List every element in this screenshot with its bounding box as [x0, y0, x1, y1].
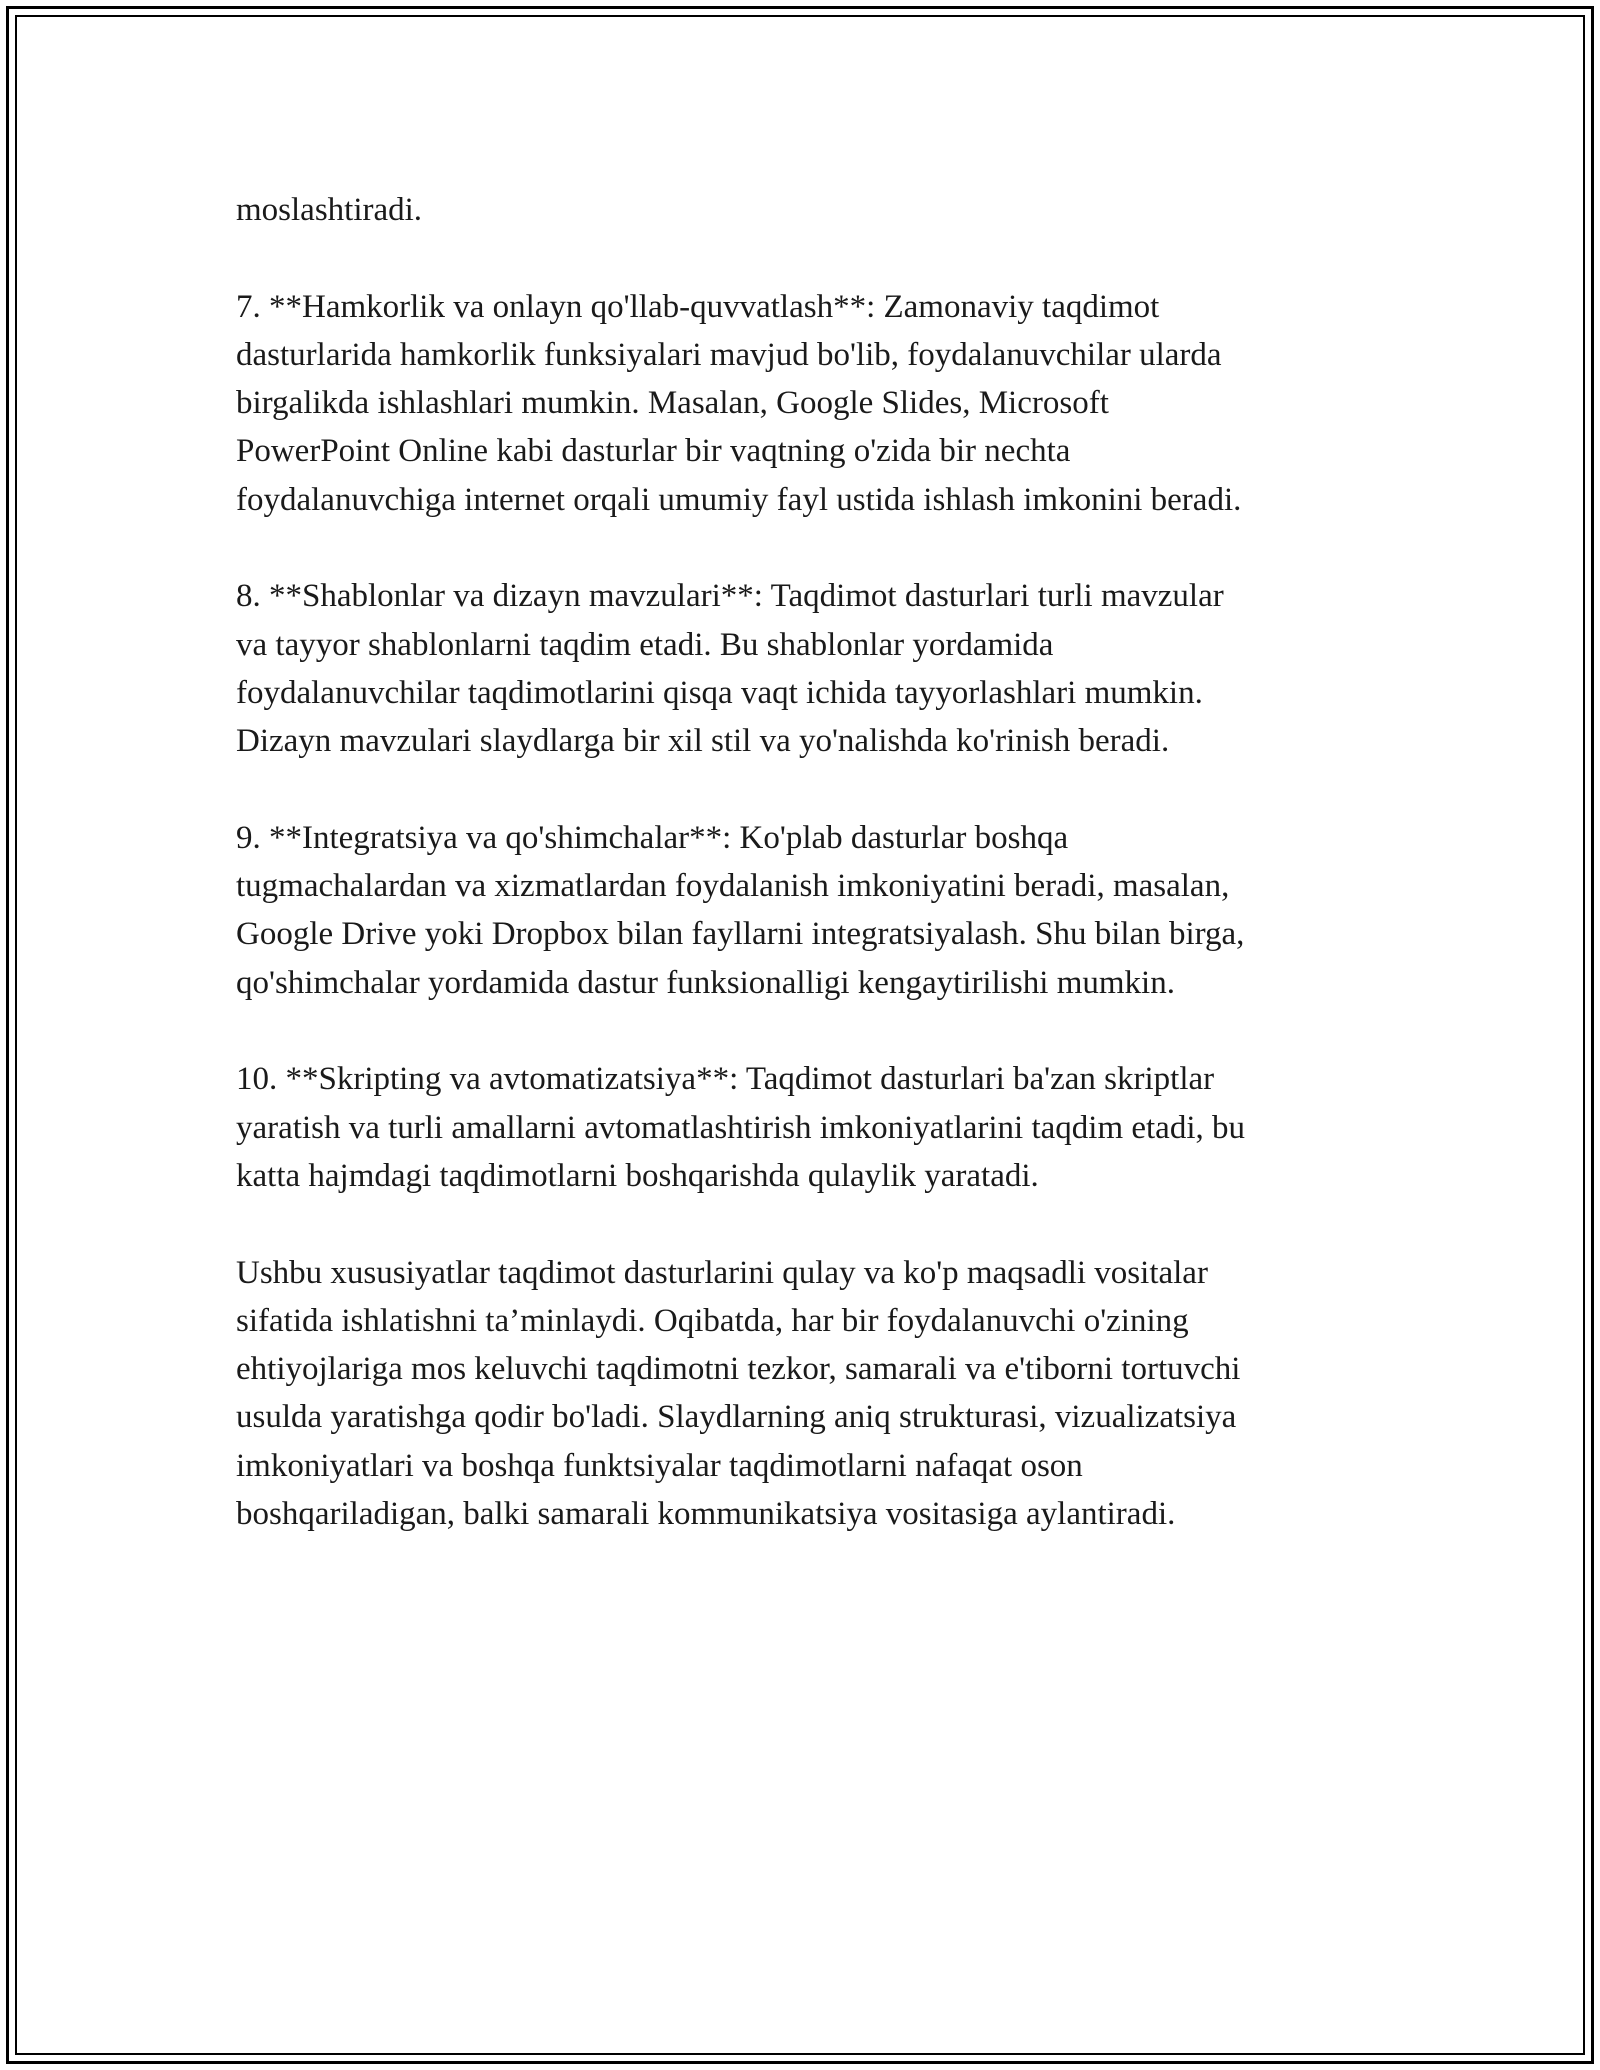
paragraph-conclusion: Ushbu xususiyatlar taqdimot dasturlarini qulay va ko'p maqsadli vositalar sifatida ishlatishni ta’minlaydi. Oqibatda, har bir foydalanuvchi o'zining ehtiyojlariga mos keluvchi taqdimotni tezkor, samarali va e'tiborni tortuvchi usulda yaratishga qodir bo'ladi. Slaydlarning aniq strukturasi, vizualizatsiya imkoniyatlari va boshqa funktsiyalar taqdimotlarni nafaqat oson boshqariladigan, balki samarali kommunikatsiya vositasiga aylantiradi.	[236, 1254, 1241, 1533]
paragraph-item-9: 9. **Integratsiya va qo'shimchalar**: Ko'plab dasturlar boshqa tugmachalardan va xizmatlardan foydalanish imkoniyatini beradi, masalan, Google Drive yoki Dropbox bilan fayllarni integratsiyalash. Shu bilan birga, qo'shimchalar yordamida dastur funksionalligi kengaytirilishi mumkin.	[236, 819, 1245, 1001]
paragraph-continuation: moslashtiradi.	[236, 192, 423, 228]
paragraph-item-10: 10. **Skripting va avtomatizatsiya**: Taqdimot dasturlari ba'zan skriptlar yaratish va turli amallarni avtomatlashtirish imkoniyatlarini taqdim etadi, bu katta hajmdagi taqdimotlarni boshqarishda qulaylik yaratadi.	[236, 1061, 1245, 1194]
paragraph-item-8: 8. **Shablonlar va dizayn mavzulari**: Taqdimot dasturlari turli mavzular va tayyor shablonlarni taqdim etadi. Bu shablonlar yordamida foydalanuvchilar taqdimotlarini qisqa vaqt ichida tayyorlashlari mumkin. Dizayn mavzulari slaydlarga bir xil stil va yo'nalishda ko'rinish beradi.	[236, 578, 1224, 760]
document-body	[236, 186, 1376, 1587]
paragraph-item-7: 7. **Hamkorlik va onlayn qo'llab-quvvatlash**: Zamonaviy taqdimot dasturlarida hamkorlik funksiyalari mavjud bo'lib, foydalanuvchilar ularda birgalikda ishlashlari mumkin. Masalan, Google Slides, Microsoft PowerPoint Online kabi dasturlar bir vaqtning o'zida bir nechta foydalanuvchiga internet orqali umumiy fayl ustida ishlash imkonini beradi.	[236, 288, 1242, 518]
